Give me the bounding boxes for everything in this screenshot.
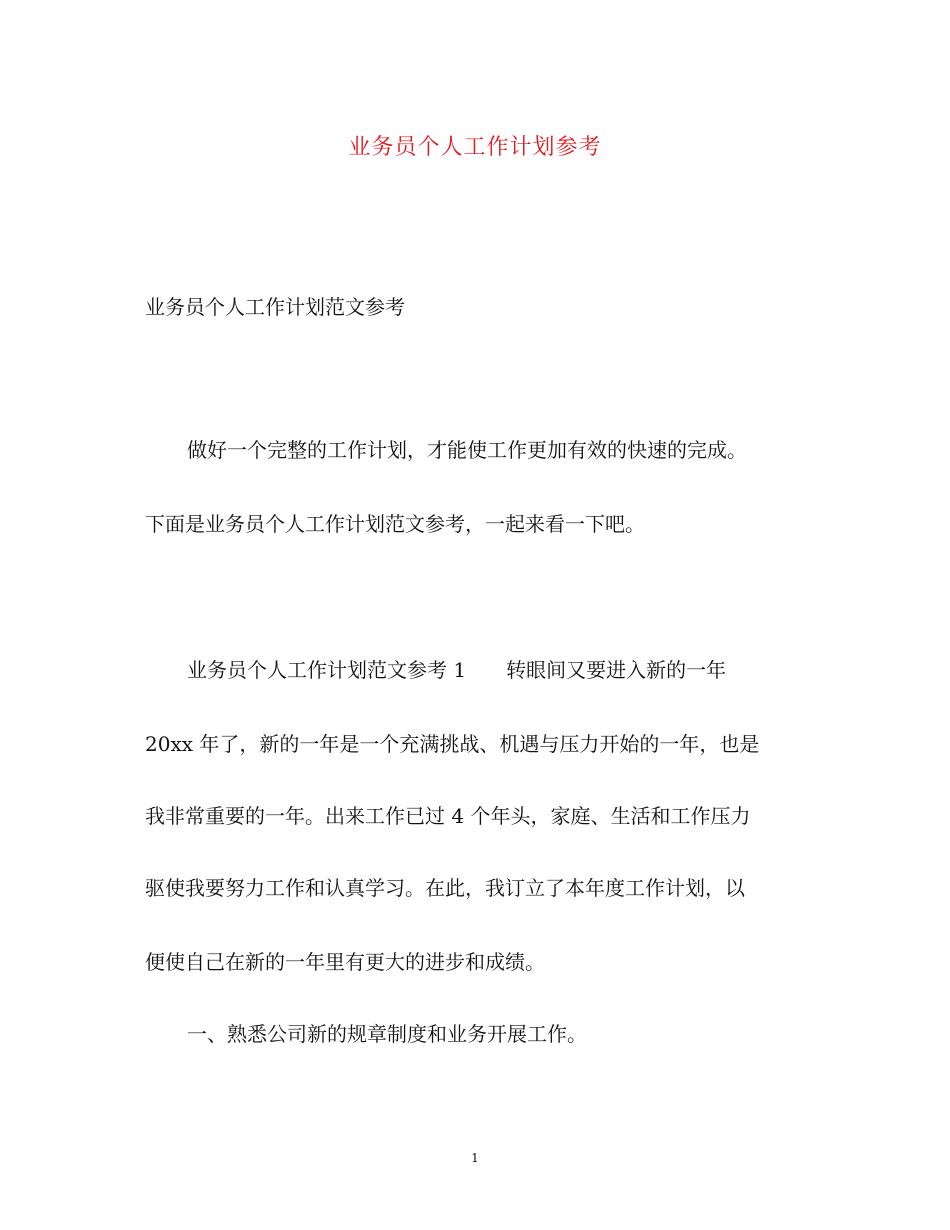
paragraph-line: 业务员个人工作计划范文参考 1 转眼间又要进入新的一年 — [187, 658, 727, 682]
section-heading: 一、熟悉公司新的规章制度和业务开展工作。 — [187, 1022, 587, 1046]
paragraph-line: 便使自己在新的一年里有更大的进步和成绩。 — [145, 950, 545, 974]
paragraph-line: 做好一个完整的工作计划，才能使工作更加有效的快速的完成。 — [187, 438, 747, 462]
page-number: 1 — [471, 1151, 479, 1165]
paragraph-line: 下面是业务员个人工作计划范文参考，一起来看一下吧。 — [145, 512, 645, 536]
paragraph-line: 驱使我要努力工作和认真学习。在此，我订立了本年度工作计划，以 — [145, 876, 745, 900]
document-subtitle: 业务员个人工作计划范文参考 — [145, 295, 405, 319]
paragraph-line: 我非常重要的一年。出来工作已过 4 个年头，家庭、生活和工作压力 — [145, 804, 751, 828]
paragraph-line: 20xx 年了，新的一年是一个充满挑战、机遇与压力开始的一年，也是 — [145, 732, 760, 756]
document-title: 业务员个人工作计划参考 — [348, 135, 602, 160]
